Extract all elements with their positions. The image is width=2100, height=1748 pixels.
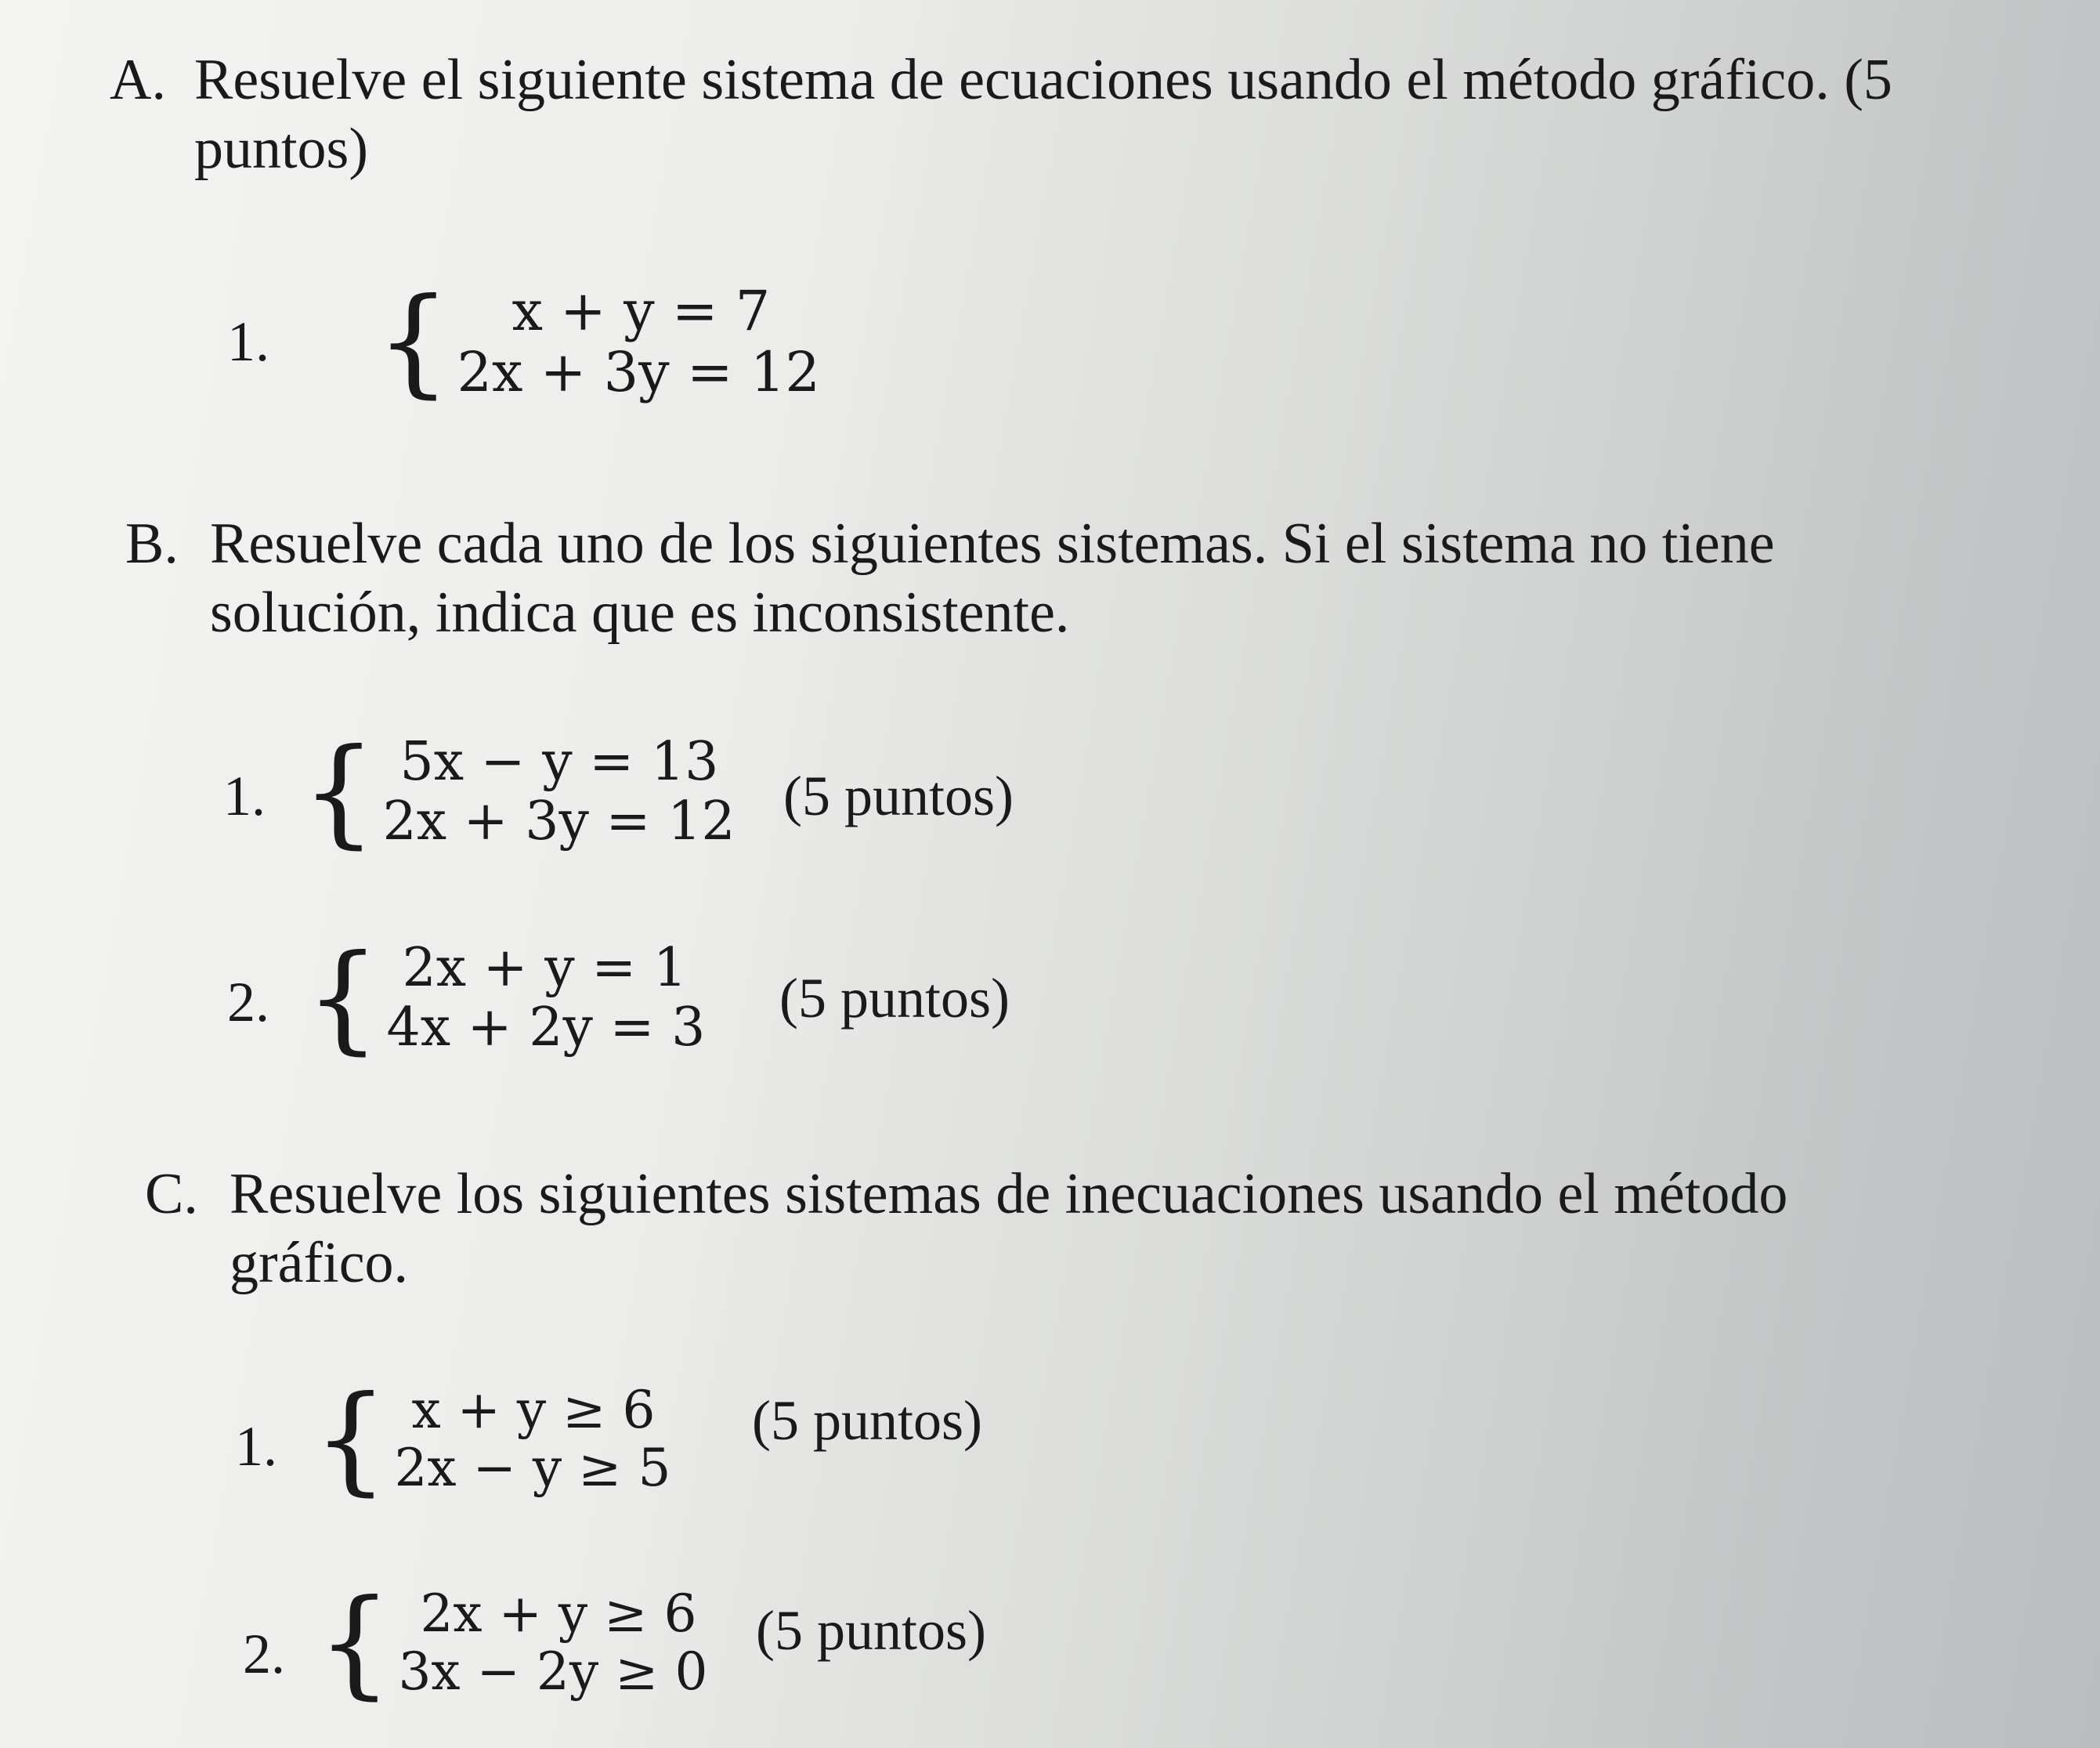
problem-b1-eq1: 5x − y = 13 [399,731,719,793]
section-a-heading [110,45,2029,183]
problem-c1-eq2: 2x − y ≥ 5 [394,1438,671,1498]
problem-c1-number: 1. [235,1415,277,1478]
section-c-line2: gráfico. [230,1231,409,1295]
section-c-letter: C. [145,1162,198,1226]
left-brace-icon: { [305,930,381,1066]
section-b-heading [125,509,2044,647]
problem-b2-eq2: 4x + 2y = 3 [386,997,706,1059]
problem-b2-eq1: 2x + y = 1 [402,937,688,999]
problem-b2-points: (5 puntos) [779,967,1010,1030]
problem-b2-system [305,930,706,1066]
problem-c2-points: (5 puntos) [756,1599,986,1662]
section-b-line2: solución, indica que es inconsistente. [210,581,1070,645]
left-brace-icon: { [313,1371,389,1507]
problem-c2-number: 2. [243,1623,285,1685]
left-brace-icon: { [317,1575,392,1711]
left-brace-icon: { [376,273,451,410]
section-b-line1: Resuelve cada uno de los siguientes sistemas. Si el sistema no tiene [210,512,1775,576]
problem-a1-system [376,273,820,410]
problem-c2-eq2: 3x − 2y ≥ 0 [398,1641,708,1702]
section-c-line1: Resuelve los siguientes sistemas de inecuaciones usando el método [230,1162,1788,1226]
problem-c1-eq1: x + y ≥ 6 [411,1380,656,1440]
section-c-heading [145,1160,2025,1297]
problem-c2-system [317,1575,708,1711]
problem-a1-eq2: 2x + 3y = 12 [457,340,820,404]
left-brace-icon: { [302,724,377,860]
section-a-line1: Resuelve el siguiente sistema de ecuaciones usando el método gráfico. (5 [194,48,1892,112]
problem-a1-number: 1. [227,310,269,373]
problem-a1-eq1: x + y = 7 [511,279,771,343]
problem-b1-number: 1. [223,765,266,827]
section-a-line2: puntos) [194,117,368,181]
problem-c1-points: (5 puntos) [752,1389,982,1452]
problem-b2-number: 2. [227,971,269,1033]
problem-b1-eq2: 2x + 3y = 12 [382,791,736,852]
problem-c2-eq1: 2x + y ≥ 6 [420,1583,697,1644]
problem-c1-system [313,1371,671,1507]
section-a-letter: A. [110,48,166,112]
problem-b1-system [302,724,736,860]
section-b-letter: B. [125,512,179,576]
problem-b1-points: (5 puntos) [783,765,1014,827]
